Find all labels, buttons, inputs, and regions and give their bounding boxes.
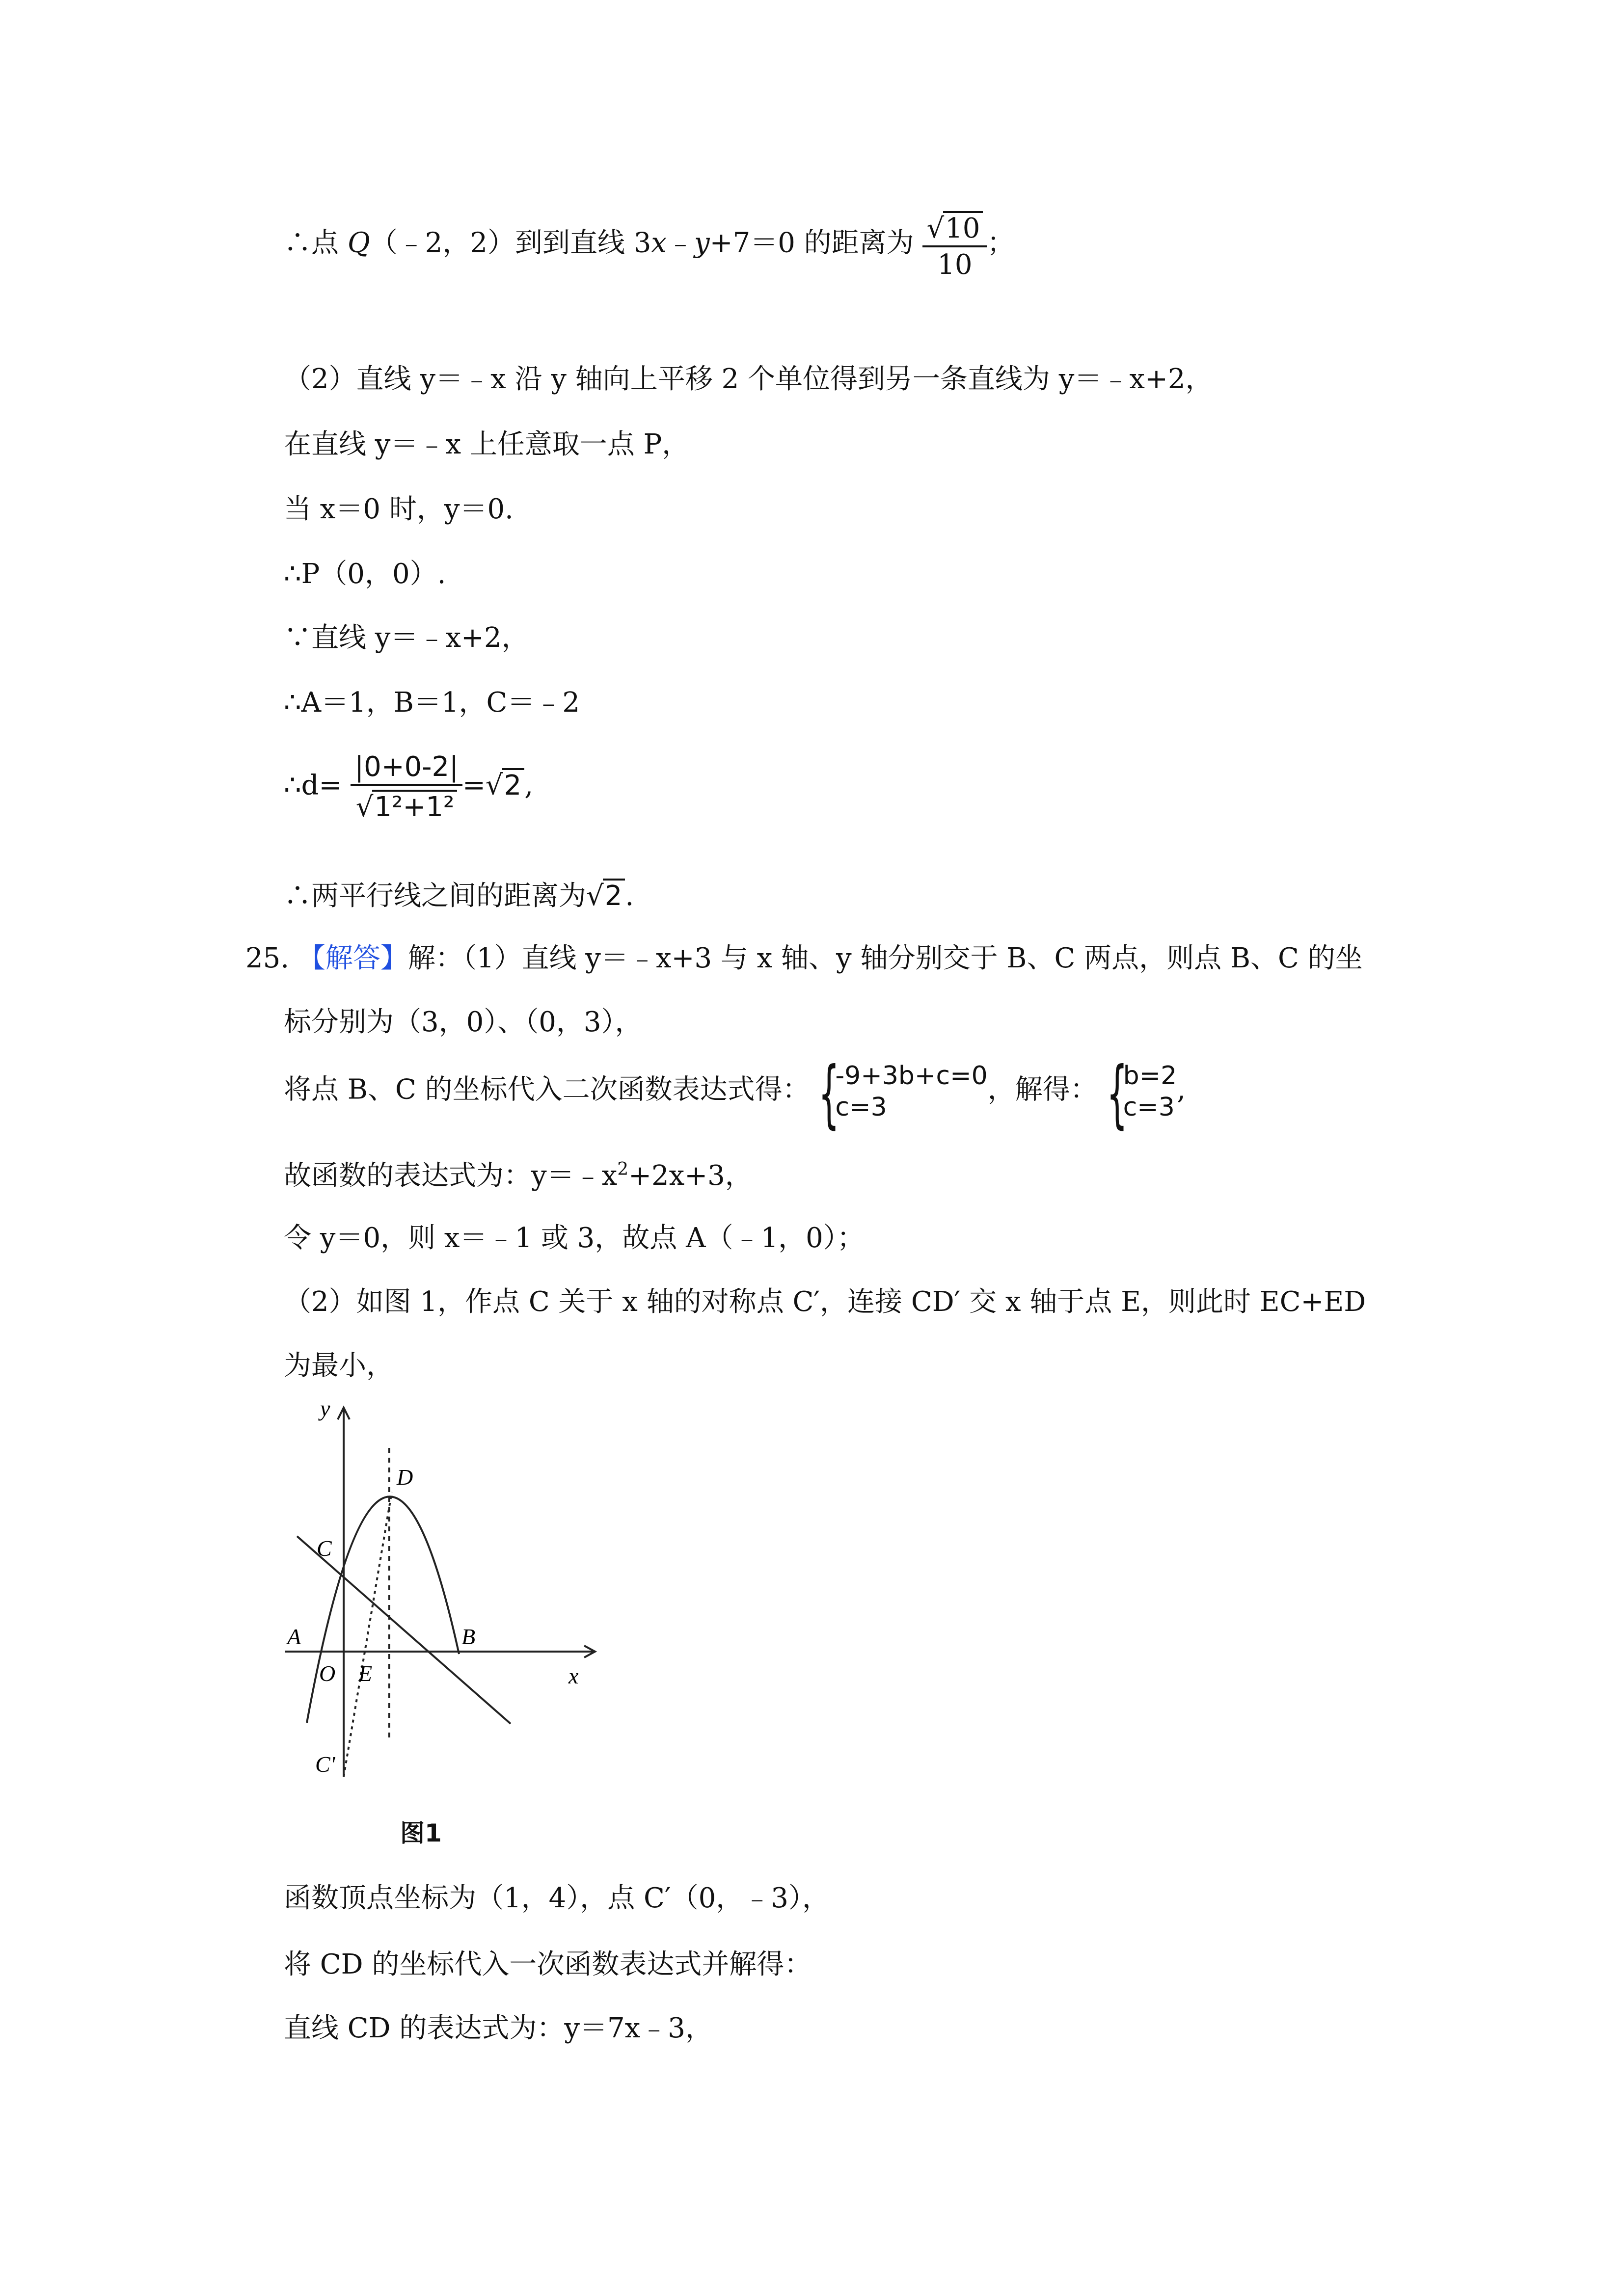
text-line: （2）直线 y＝﹣x 沿 y 轴向上平移 2 个单位得到另一条直线为 y＝﹣x+2， [284,363,1213,395]
text: +2x+3， [628,1160,753,1192]
line-cb [297,1536,511,1724]
text-line: 当 x＝0 时，y＝0. [284,493,514,525]
fraction: $\frac{|0+0-2|}{\text{√1²+1²}}$ [351,753,462,821]
text: -9+3b+c=0 [835,1061,988,1091]
label-c: C [317,1536,332,1561]
text-line: ∴P（0，0）. [284,558,446,590]
label-o: O [319,1661,336,1686]
text: ﹣ [667,227,695,259]
text-line: 直线 CD 的表达式为：y＝7x﹣3， [284,2012,713,2044]
label-d: D [397,1465,413,1490]
text: |0+0-2| [351,753,462,786]
text-line: ∵直线 y＝﹣x+2， [284,622,529,654]
text-line: （2）如图 1，作点 C 关于 x 轴的对称点 C′，连接 CD′ 交 x 轴于点 E，则此时 EC+ED [284,1286,1366,1318]
text: 将点 B、C 的坐标代入二次函数表达式得： [284,1073,810,1106]
text: y [694,227,710,259]
system-line [284,1051,1186,1137]
question-number: 25. [245,942,290,974]
text: ∴点 [284,227,339,259]
text: Q [347,227,370,259]
label-cprime: C' [315,1752,335,1777]
text: , [524,769,534,801]
text: 2 [617,1159,629,1179]
text: 2 [603,879,625,910]
fraction: $\frac{√10}{10}$ [922,211,987,279]
text: 10 [937,249,973,281]
text: 1²+1² [372,790,457,821]
equation-system: { b=2 c=3 [1106,1051,1177,1137]
text: c=3 [835,1093,887,1122]
text-line: ∴A＝1，B＝1，C＝﹣2 [284,687,580,719]
text: +7＝0 的距离为 [709,227,914,259]
text-line [284,211,1014,279]
text: c=3 [1123,1093,1175,1122]
label-a: A [287,1624,301,1649]
parabola [307,1496,459,1723]
text: ，解得： [987,1073,1098,1106]
label-b: B [461,1624,476,1649]
text: ； [987,227,1015,259]
text-line: 令 y＝0，则 x＝﹣1 或 3，故点 A（﹣1，0）； [284,1222,865,1254]
text-line: 在直线 y＝﹣x 上任意取一点 P， [284,428,690,460]
answer-tag: 【解答】 [298,942,408,974]
figure-1 [275,1394,609,1836]
formula-line: ∴d= $\frac{|0+0-2|}{\text{√1²+1²}}$ =√2 , [284,751,534,823]
text: x [651,227,667,259]
text: = [462,769,486,801]
text: , [1177,1073,1186,1106]
text: b=2 [1123,1061,1177,1091]
label-e: E [358,1661,373,1686]
text: ∴d= [284,769,342,801]
text: 2 [502,768,525,800]
text: 解：（1）直线 y＝﹣x+3 与 x 轴、y 轴分别交于 B、C 两点，则点 B、C 的坐 [407,942,1363,974]
line-cprime-d [344,1492,392,1777]
label-y: y [320,1396,330,1421]
text-line [284,1161,753,1190]
text: . [625,880,634,912]
text-line: 标分别为（3，0）、（0，3）， [284,1006,643,1038]
figure-caption: 图1 [400,1819,442,1847]
text-line: 为最小， [284,1350,394,1382]
label-x: x [568,1663,579,1688]
text: 故函数的表达式为：y＝﹣x [284,1160,618,1192]
text: ∴两平行线之间的距离为 [284,880,586,912]
text: （﹣2，2）到到直线 3 [370,227,651,259]
text: 10 [943,211,983,242]
question-25-line1 [245,942,1363,974]
text-line: 函数顶点坐标为（1，4），点 C′（0，﹣3）， [284,1882,830,1914]
equation-system: { -9+3b+c=0 c=3 [818,1051,988,1137]
text-line: ∴两平行线之间的距离为√2 . [284,879,634,910]
text-line: 将 CD 的坐标代入一次函数表达式并解得： [284,1949,812,1980]
